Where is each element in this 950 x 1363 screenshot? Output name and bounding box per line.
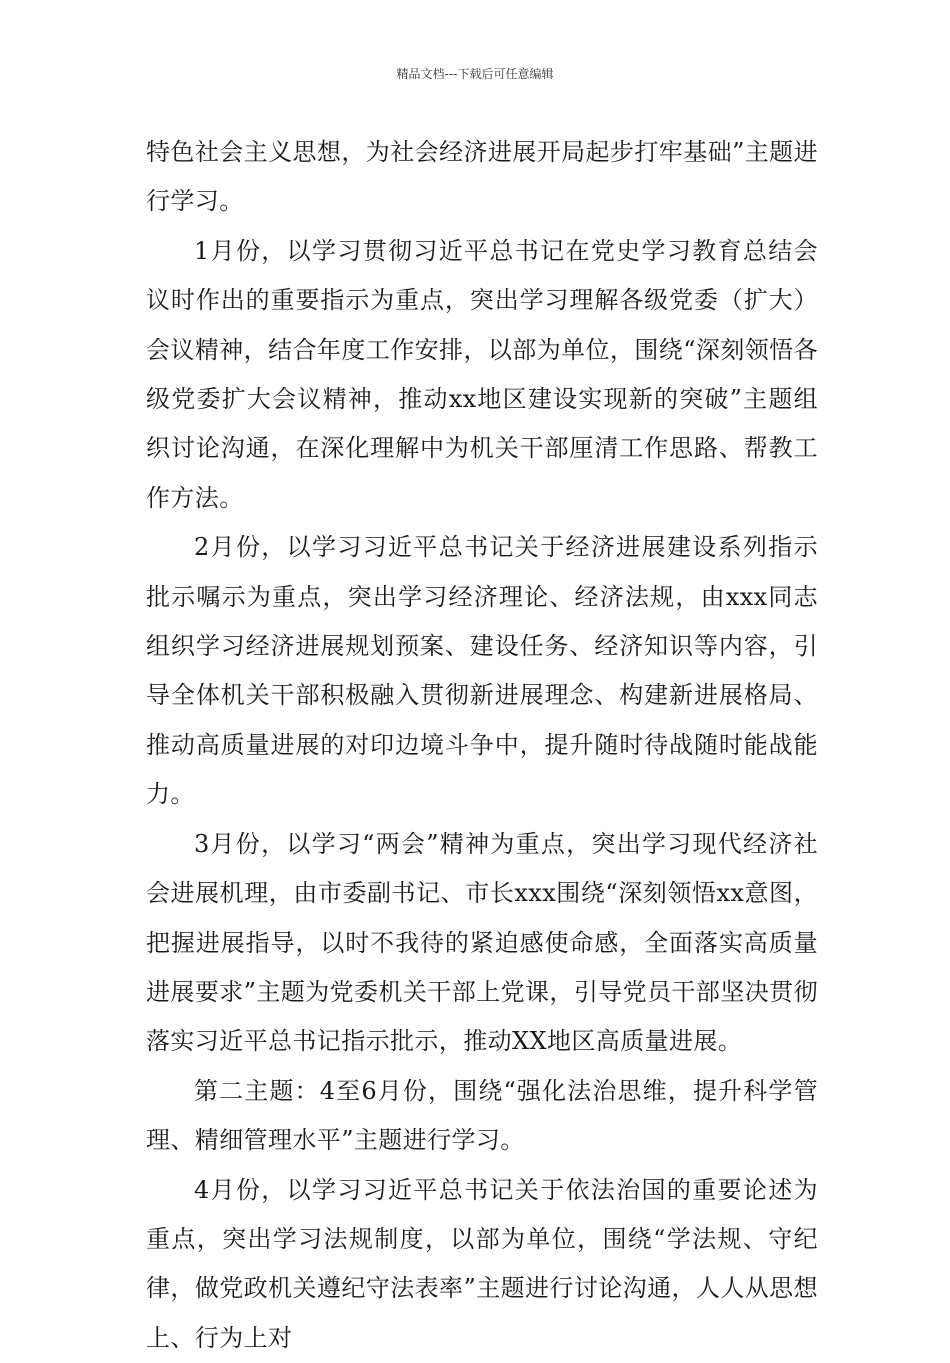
paragraph-1: 特色社会主义思想，为社会经济进展开局起步打牢基础”主题进行学习。 (146, 138, 818, 216)
paragraph-4: 3月份，以学习“两会”精神为重点，突出学习现代经济社会进展机理，由市委副书记、市长xxx围绕“深刻领悟xx意图，把握进展指导，以时不我待的紧迫感使命感，全面落实高质量进展要求”主题为党委机关干部上党课，引导党员干部坚决贯彻落实习近平总书记指示批示，推动XX地区高质量进展。 (146, 829, 818, 1056)
paragraph-2: 1月份，以学习贯彻习近平总书记在党史学习教育总结会议时作出的重要指示为重点，突出学习理解各级党委（扩大）会议精神，结合年度工作安排，以部为单位，围绕“深刻领悟各级党委扩大会议精神，推动xx地区建设实现新的突破”主题组织讨论沟通，在深化理解中为机关干部厘清工作思路、帮教工作方法。 (146, 236, 818, 512)
paragraph-6: 4月份，以学习习近平总书记关于依法治国的重要论述为重点，突出学习法规制度，以部为单位，围绕“学法规、守纪律，做党政机关遵纪守法表率”主题进行讨论沟通，人人从思想上、行为上对 (146, 1175, 818, 1352)
document-body (146, 128, 818, 1363)
paragraph-3: 2月份，以学习习近平总书记关于经济进展建设系列指示批示嘱示为重点，突出学习经济理论、经济法规，由xxx同志组织学习经济进展规划预案、建设任务、经济知识等内容，引导全体机关干部积极融入贯彻新进展理念、构建新进展格局、推动高质量进展的对印边境斗争中，提升随时待战随时能战能力。 (146, 533, 818, 809)
paragraph-5: 第二主题：4至6月份，围绕“强化法治思维，提升科学管理、精细管理水平”主题进行学习。 (146, 1076, 818, 1155)
page-header: 精品文档---下载后可任意编辑 (396, 67, 554, 81)
